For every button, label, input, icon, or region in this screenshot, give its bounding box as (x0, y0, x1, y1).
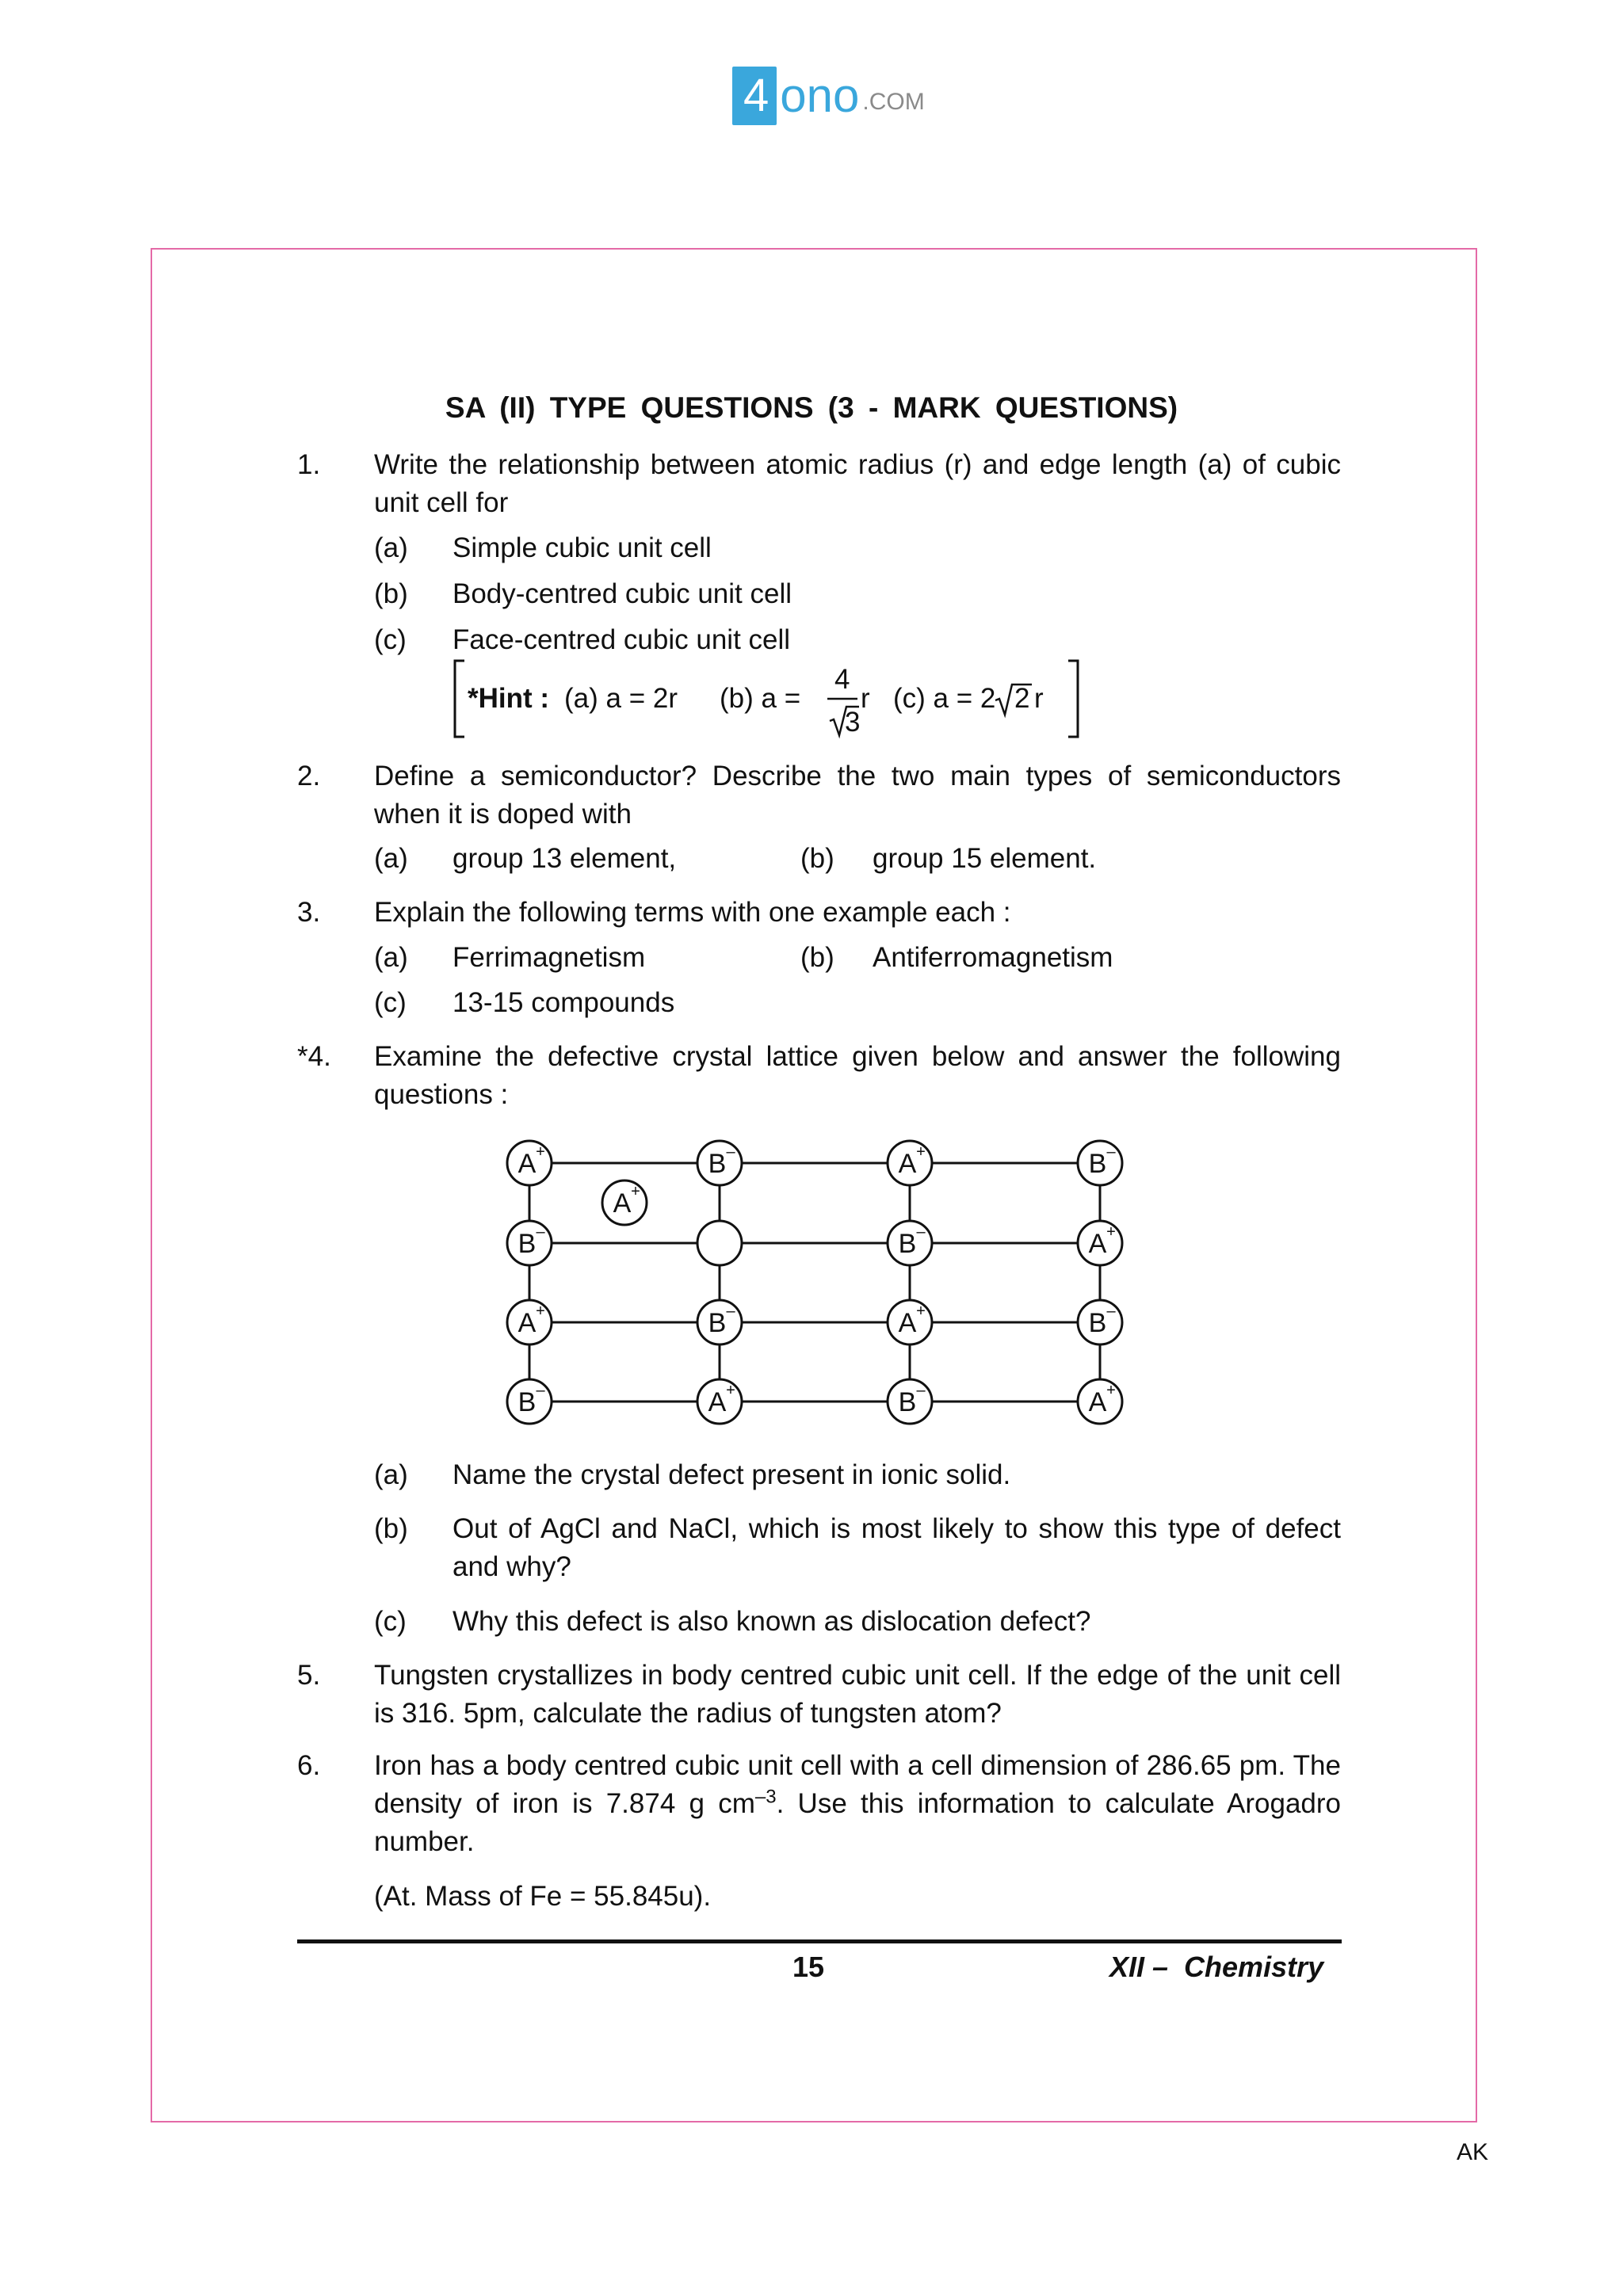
question-2-number: 2. (297, 761, 321, 791)
hint-b-prefix: (b) a = (720, 683, 801, 714)
q3-option-c-text: 13-15 compounds (453, 987, 675, 1018)
ion-r1c3-symbol: A (1088, 1229, 1107, 1259)
question-5-number: 5. (297, 1660, 321, 1691)
ion-r1c3-charge: + (1106, 1223, 1116, 1241)
q3-option-a-text: Ferrimagnetism (453, 942, 646, 973)
question-3-number: 3. (297, 897, 321, 928)
hint-c-radicand: 2 (1014, 683, 1030, 714)
ion-r2c2-charge: + (916, 1302, 926, 1320)
corner-mark: AK (1457, 2139, 1489, 2165)
crystal-lattice-diagram (499, 1133, 1133, 1434)
ion-r1c0-charge: – (536, 1223, 545, 1241)
ion-r0c2-charge: + (916, 1143, 926, 1161)
ion-r2c3-charge: – (1106, 1302, 1116, 1320)
logo-box: 4 (732, 67, 777, 125)
logo-domain: .COM (862, 89, 925, 115)
ion-r2c0-charge: + (536, 1302, 545, 1320)
footer-rule (297, 1939, 1342, 1943)
ion-r0c1-symbol: B (708, 1149, 727, 1179)
ion-r3c3-symbol: A (1088, 1387, 1107, 1417)
q4-option-c-text: Why this defect is also known as dislocation defect? (453, 1606, 1091, 1637)
hint-c-suffix: r (1034, 683, 1044, 714)
ion-r2c2-symbol: A (898, 1308, 917, 1338)
q1-option-a-label: (a) (374, 532, 408, 563)
ion-r3c3-charge: + (1106, 1382, 1116, 1399)
q1-option-b-text: Body-centred cubic unit cell (453, 578, 792, 609)
q1-option-c-text: Face-centred cubic unit cell (453, 624, 791, 655)
ion-r2c3-symbol: B (1088, 1308, 1107, 1338)
ion-r3c1-symbol: A (708, 1387, 727, 1417)
q6-unit-exponent: –3 (754, 1786, 777, 1808)
ion-r3c2-charge: – (916, 1382, 926, 1399)
ion-r2c1-symbol: B (708, 1308, 727, 1338)
q3-option-c-label: (c) (374, 987, 407, 1018)
ion-r1c2-charge: – (916, 1223, 926, 1241)
q3-option-b-text: Antiferromagnetism (873, 942, 1113, 973)
q2-option-a-label: (a) (374, 843, 408, 874)
course-title: XII – Chemistry (1109, 1951, 1324, 1983)
hint-b-suffix: r (861, 683, 870, 714)
ion-r0c2-symbol: A (898, 1149, 917, 1179)
vacancy-r1c1-circle (697, 1221, 742, 1265)
ion-r0c3-charge: – (1106, 1143, 1116, 1161)
question-1-text: Write the relationship between atomic radius (r) and edge length (a) of cubic unit cell for (374, 449, 1341, 518)
question-6-text (374, 1747, 1341, 1861)
q2-option-b-label: (b) (800, 843, 834, 874)
q1-option-c-label: (c) (374, 624, 407, 655)
ion-r0c3-symbol: B (1088, 1149, 1107, 1179)
question-6-number: 6. (297, 1750, 321, 1781)
hint-b-denominator: 3 (845, 707, 861, 738)
page-number: 15 (792, 1951, 825, 1983)
hint-c-prefix: (c) a = 2 (893, 683, 996, 714)
q2-option-b-text: group 15 element. (873, 843, 1097, 874)
q4-option-b-label: (b) (374, 1513, 408, 1544)
interstitial-ion-charge: + (631, 1183, 640, 1200)
question-4-number: *4. (297, 1041, 331, 1072)
hint-label: *Hint : (468, 683, 550, 714)
hint-b-numerator: 4 (834, 664, 850, 695)
section-heading: SA (II) TYPE QUESTIONS (3 - MARK QUESTIONS) (445, 391, 1178, 424)
site-logo (732, 67, 925, 125)
ion-r3c1-charge: + (726, 1382, 735, 1399)
question-3-text: Explain the following terms with one example each : (374, 897, 1011, 928)
interstitial-ion-symbol: A (613, 1188, 632, 1219)
ion-r2c0-symbol: A (517, 1308, 537, 1338)
q6-text-post: . Use this information to calculate Arogadro number. (374, 1788, 1341, 1857)
ion-r1c0-symbol: B (517, 1229, 537, 1259)
question-6-note: (At. Mass of Fe = 55.845u). (374, 1881, 712, 1912)
ion-r3c0-charge: – (536, 1382, 545, 1399)
q4-option-c-label: (c) (374, 1606, 407, 1637)
hint-a: (a) a = 2r (564, 683, 678, 714)
q3-option-b-label: (b) (800, 942, 834, 973)
ion-r3c0-symbol: B (517, 1387, 537, 1417)
logo-wordmark: ono (780, 69, 860, 122)
q1-option-b-label: (b) (374, 578, 408, 609)
q4-option-a-text: Name the crystal defect present in ionic solid. (453, 1459, 1011, 1490)
q3-option-a-label: (a) (374, 942, 408, 973)
ion-r0c0-symbol: A (517, 1149, 537, 1179)
q2-option-a-text: group 13 element, (453, 843, 677, 874)
ion-r2c1-charge: – (726, 1302, 735, 1320)
q6-text-pre: Iron has a body centred cubic unit cell with a cell dimension of 286.65 pm. The density of iron is 7.874 g cm (374, 1750, 1341, 1819)
question-4-text: Examine the defective crystal lattice given below and answer the following questions : (374, 1041, 1341, 1110)
hint-box (453, 658, 1079, 740)
ion-r0c1-charge: – (726, 1143, 735, 1161)
q1-option-a-text: Simple cubic unit cell (453, 532, 712, 563)
question-2-text: Define a semiconductor? Describe the two main types of semiconductors when it is doped with (374, 761, 1341, 830)
question-5-text: Tungsten crystallizes in body centred cubic unit cell. If the edge of the unit cell is 316. 5pm, calculate the radius of tungsten atom? (374, 1660, 1341, 1729)
q4-option-b-text: Out of AgCl and NaCl, which is most likely to show this type of defect and why? (453, 1513, 1341, 1582)
q4-option-a-label: (a) (374, 1459, 408, 1490)
ion-r1c2-symbol: B (898, 1229, 917, 1259)
question-1-number: 1. (297, 449, 321, 480)
ion-r3c2-symbol: B (898, 1387, 917, 1417)
ion-r0c0-charge: + (536, 1143, 545, 1161)
